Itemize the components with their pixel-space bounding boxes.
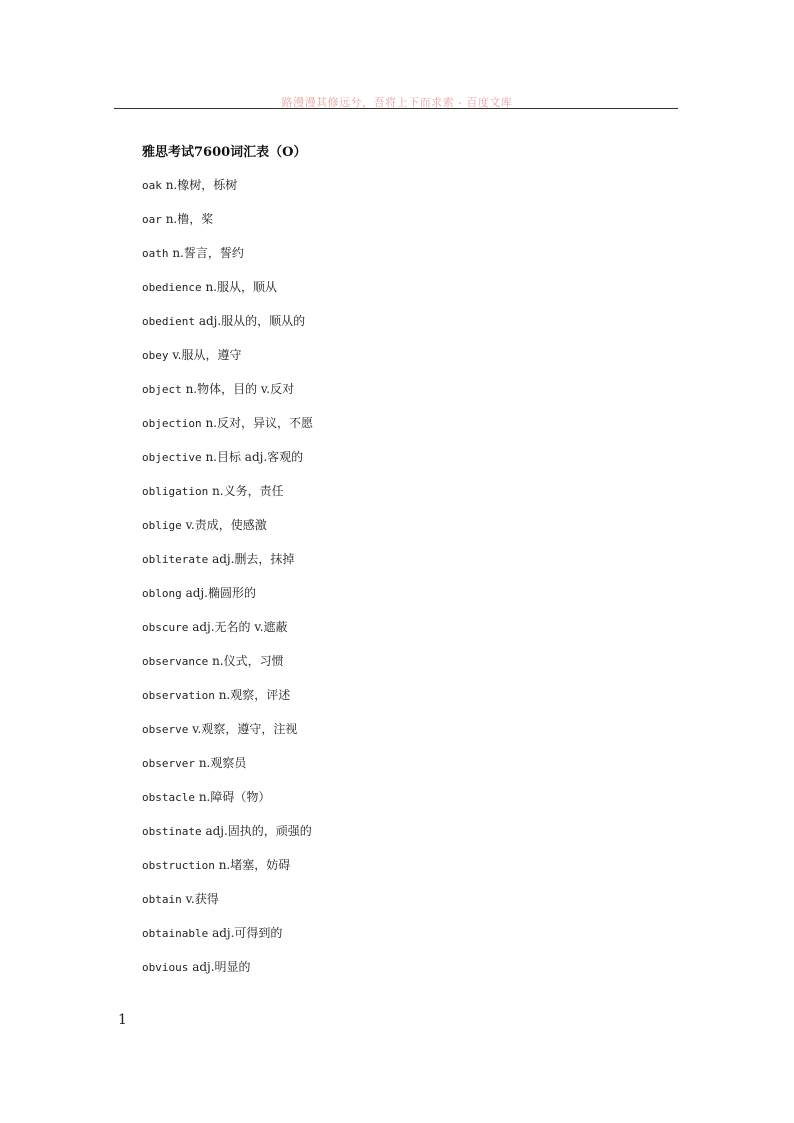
vocabulary-entry [142,651,313,685]
entry-word: objective [142,451,202,464]
entry-definition: n.目标 adj.客观的 [205,450,304,464]
vocabulary-entry [142,889,313,923]
entry-definition: n.橹，桨 [165,212,214,226]
entry-word: obstinate [142,825,202,838]
vocabulary-entry [142,413,313,447]
vocabulary-entry [142,379,313,413]
vocabulary-entry [142,855,313,889]
entry-definition: v.责成，使感激 [185,518,267,532]
entry-definition: n.誓言，誓约 [172,246,244,260]
vocabulary-entry [142,175,313,209]
entry-word: obtain [142,893,182,906]
entry-definition: n.物体，目的 v.反对 [185,382,295,396]
entry-definition: n.服从，顺从 [205,280,277,294]
entry-word: obvious [142,961,189,974]
vocabulary-entry [142,583,313,617]
entry-word: object [142,383,182,396]
entry-word: obedience [142,281,202,294]
vocabulary-list [142,175,313,991]
entry-word: oblong [142,587,182,600]
entry-word: oar [142,213,162,226]
vocabulary-entry [142,787,313,821]
entry-definition: adj.固执的，顽强的 [205,824,312,838]
entry-word: observe [142,723,189,736]
entry-definition: n.橡树，栎树 [165,178,238,192]
entry-definition: n.反对，异议，不愿 [205,416,313,430]
entry-word: obstruction [142,859,215,872]
page-header-text: 路漫漫其修远兮，吾将上下而求索 - 百度文库 [281,96,513,109]
entry-word: obliterate [142,553,209,566]
entry-word: objection [142,417,202,430]
entry-word: observer [142,757,195,770]
entry-word: oak [142,179,162,192]
vocabulary-entry [142,243,313,277]
entry-definition: adj.明显的 [192,960,251,974]
entry-definition: adj.可得到的 [212,926,283,940]
entry-word: observation [142,689,215,702]
vocabulary-entry [142,209,313,243]
entry-definition: n.义务，责任 [212,484,284,498]
vocabulary-entry [142,481,313,515]
entry-definition: n.障碍（物） [198,790,271,804]
document-title: 雅思考试7600词汇表（O） [142,145,307,160]
header-divider [114,108,678,109]
entry-word: obligation [142,485,209,498]
vocabulary-entry [142,923,313,957]
entry-word: oblige [142,519,182,532]
entry-definition: adj.无名的 v.遮蔽 [192,620,288,634]
entry-definition: n.仪式，习惯 [212,654,284,668]
vocabulary-entry [142,753,313,787]
vocabulary-entry [142,617,313,651]
entry-word: obstacle [142,791,195,804]
entry-word: obscure [142,621,189,634]
vocabulary-entry [142,957,313,991]
entry-definition: v.获得 [185,892,219,906]
entry-definition: v.观察，遵守，注视 [192,722,298,736]
vocabulary-entry [142,549,313,583]
vocabulary-entry [142,277,313,311]
entry-word: observance [142,655,209,668]
vocabulary-entry [142,821,313,855]
entry-word: obedient [142,315,195,328]
entry-word: obtainable [142,927,209,940]
vocabulary-entry [142,515,313,549]
entry-definition: adj.服从的，顺从的 [198,314,306,328]
entry-word: oath [142,247,169,260]
vocabulary-entry [142,345,313,379]
vocabulary-entry [142,719,313,753]
entry-definition: adj.椭圆形的 [185,586,256,600]
vocabulary-entry [142,447,313,481]
entry-definition: n.观察，评述 [218,688,291,702]
entry-definition: n.堵塞，妨碍 [218,858,291,872]
entry-definition: adj.删去，抹掉 [212,552,295,566]
page-number: 1 [118,1012,127,1028]
entry-word: obey [142,349,169,362]
entry-definition: n.观察员 [198,756,247,770]
vocabulary-entry [142,685,313,719]
entry-definition: v.服从，遵守 [172,348,242,362]
vocabulary-entry [142,311,313,345]
